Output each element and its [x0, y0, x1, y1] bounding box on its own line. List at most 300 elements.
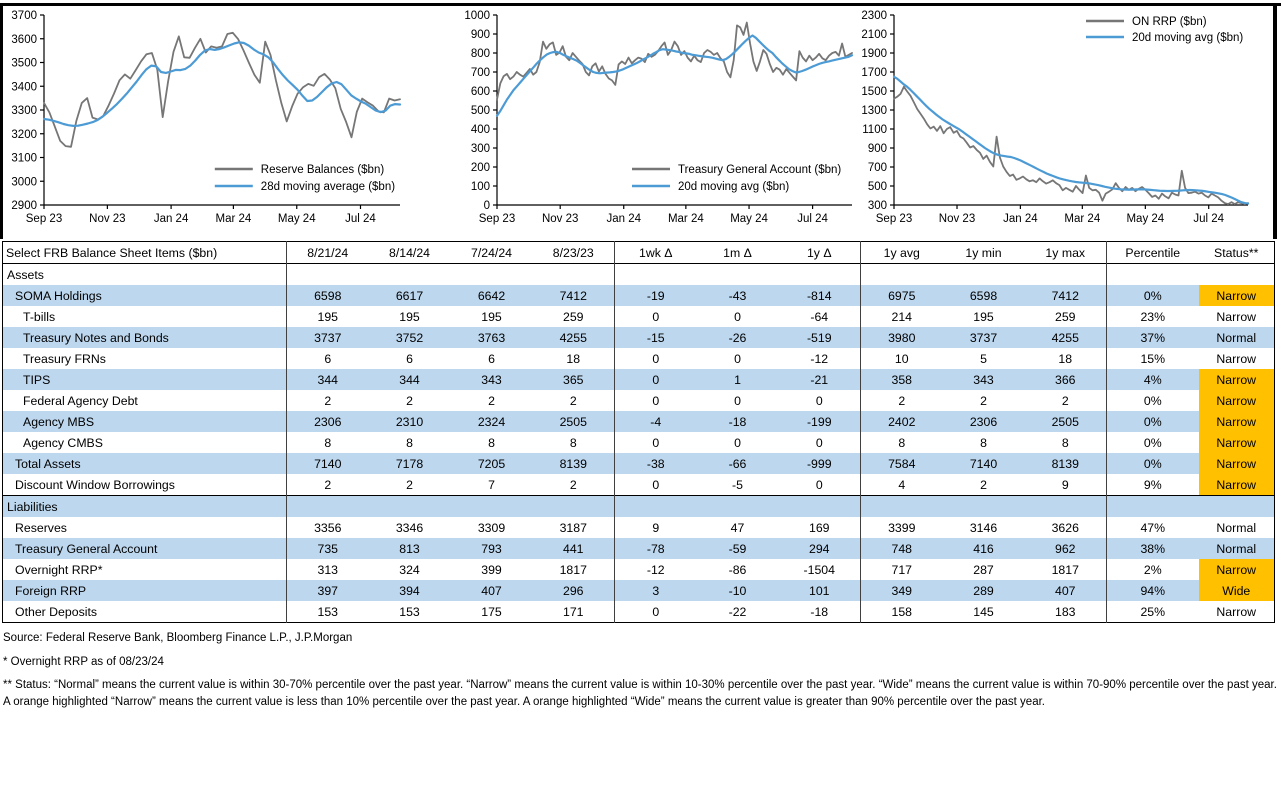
table-cell: -38	[646, 456, 665, 471]
legend-label: 20d moving avg ($bn)	[1132, 32, 1244, 44]
table-cell: 47%	[1140, 520, 1166, 535]
y-tick-label: 300	[470, 143, 490, 155]
table-cell: 7	[488, 477, 495, 492]
y-tick-label: 0	[483, 200, 490, 212]
table-cell: 0%	[1143, 393, 1162, 408]
table-cell: 2310	[395, 414, 424, 429]
table-cell: 1	[734, 372, 741, 387]
table-cell: 6617	[395, 288, 424, 303]
table-cell: 2	[324, 393, 332, 408]
table-cell: 101	[779, 580, 861, 601]
table-cell: 2	[533, 474, 615, 496]
column-header: 8/23/23	[533, 242, 615, 264]
table-cell: 0%	[1143, 288, 1162, 303]
x-tick-label: Sep 23	[875, 213, 913, 225]
table-cell: 0	[652, 393, 660, 408]
table-cell: -5	[732, 477, 743, 492]
y-tick-label: 2300	[861, 10, 887, 22]
table-cell: 171	[533, 601, 615, 623]
status-badge: Narrow	[1199, 559, 1275, 580]
table-cell	[943, 496, 1025, 518]
status-badge: Narrow	[1199, 453, 1275, 474]
table-cell: 287	[973, 562, 994, 577]
table-cell: 18	[533, 348, 615, 369]
status-badge: Narrow	[1199, 285, 1275, 306]
table-cell: 344	[317, 372, 339, 387]
table-cell: 195	[317, 309, 339, 324]
table-cell: 7205	[477, 456, 506, 471]
y-tick-label: 1000	[464, 10, 490, 22]
legend-label: Reserve Balances ($bn)	[260, 164, 385, 176]
table-cell: 3399	[888, 520, 916, 535]
table-cell: 0	[779, 474, 861, 496]
y-tick-label: 700	[867, 162, 887, 174]
footnote-overnight-rrp: * Overnight RRP as of 08/23/24	[3, 655, 164, 668]
chart-treasury-general-account	[430, 3, 858, 237]
y-tick-label: 3700	[11, 10, 37, 22]
table-cell: 4255	[1025, 327, 1107, 348]
table-cell: 8	[533, 432, 615, 453]
table-cell: 0	[652, 604, 660, 619]
table-cell: 1817	[533, 559, 615, 580]
table-cell: -519	[779, 327, 861, 348]
table-cell	[451, 496, 533, 518]
table-cell: 214	[891, 309, 913, 324]
table-cell: 0	[652, 435, 660, 450]
x-tick-label: Jan 24	[153, 213, 189, 225]
table-cell: -26	[728, 330, 747, 345]
table-cell: 259	[1025, 306, 1107, 327]
table-cell: 0	[734, 309, 741, 324]
table-cell: -22	[728, 604, 747, 619]
table-row	[3, 348, 1275, 369]
table-cell	[697, 264, 779, 286]
status-badge: Narrow	[1216, 604, 1257, 619]
table-row	[3, 496, 1275, 518]
column-header: 1y Δ	[779, 242, 861, 264]
table-cell: -64	[779, 306, 861, 327]
table-cell: 0	[779, 390, 861, 411]
table-cell: 9%	[1143, 477, 1162, 492]
table-cell: 7412	[533, 285, 615, 306]
table-cell: 324	[399, 562, 420, 577]
table-cell: 15%	[1140, 351, 1166, 366]
column-header: 8/21/24	[307, 245, 349, 260]
table-cell: 2324	[477, 414, 506, 429]
y-tick-label: 3600	[11, 33, 37, 46]
column-header: 7/24/24	[470, 245, 513, 260]
table-cell: 195	[973, 309, 994, 324]
y-tick-label: 3100	[11, 152, 37, 165]
table-cell: 158	[891, 604, 913, 619]
column-header: 1y max	[1025, 242, 1107, 264]
y-tick-label: 600	[470, 86, 490, 98]
table-cell: 175	[481, 604, 502, 619]
table-cell: 5	[980, 351, 987, 366]
x-tick-label: Jul 24	[345, 213, 376, 225]
table-cell: 3187	[533, 517, 615, 538]
table-cell: 4	[898, 477, 906, 492]
table-cell: 4%	[1143, 372, 1162, 387]
table-cell: 717	[891, 562, 913, 577]
column-header: 1y min	[965, 245, 1002, 260]
y-tick-label: 3300	[11, 105, 37, 117]
status-badge: Narrow	[1216, 309, 1257, 324]
table-row	[3, 432, 1275, 453]
table-cell: -78	[646, 541, 665, 556]
row-label: Treasury FRNs	[3, 348, 287, 369]
table-cell: 2505	[533, 411, 615, 432]
table-row	[3, 559, 1275, 580]
table-cell: 397	[317, 583, 339, 598]
x-tick-label: May 24	[730, 213, 768, 225]
chart-on-rrp	[858, 3, 1278, 237]
x-tick-label: Nov 23	[541, 213, 579, 225]
table-cell	[779, 264, 861, 286]
status-badge: Narrow	[1199, 474, 1275, 496]
table-row	[3, 580, 1275, 601]
table-cell	[1107, 264, 1199, 286]
y-tick-label: 3000	[11, 176, 37, 189]
table-cell: 47	[730, 520, 745, 535]
y-tick-label: 500	[867, 181, 887, 193]
table-cell: 6598	[314, 288, 342, 303]
table-cell: 2505	[1025, 411, 1107, 432]
status-badge: Narrow	[1199, 390, 1275, 411]
table-cell: 0	[652, 351, 660, 366]
y-tick-label: 100	[470, 181, 490, 193]
status-badge: Normal	[1216, 520, 1257, 535]
table-cell: 0	[734, 393, 741, 408]
table-cell	[1025, 496, 1107, 518]
table-cell: 313	[317, 562, 339, 577]
legend-label: 28d moving average ($bn)	[260, 181, 396, 193]
table-head	[3, 242, 1275, 264]
status-badge	[1199, 264, 1275, 286]
table-cell	[615, 496, 697, 518]
table-row	[3, 264, 1275, 286]
table-cell: 2	[488, 393, 495, 408]
row-label: SOMA Holdings	[3, 285, 287, 306]
table-row	[3, 453, 1275, 474]
y-tick-label: 3400	[11, 81, 37, 94]
y-tick-label: 2100	[861, 29, 887, 41]
row-label: Reserves	[3, 517, 287, 538]
legend-label: 20d moving avg ($bn)	[678, 181, 790, 193]
status-badge: Narrow	[1199, 411, 1275, 432]
table-cell: 0%	[1143, 456, 1162, 471]
table-cell	[287, 264, 369, 286]
table-cell: 0	[652, 372, 660, 387]
table-cell: 3752	[395, 330, 424, 345]
row-label: Agency CMBS	[3, 432, 287, 453]
table-cell: 8139	[533, 453, 615, 474]
table-cell: 6975	[888, 288, 916, 303]
table-cell: 7140	[969, 456, 998, 471]
table-cell: -1504	[779, 559, 861, 580]
row-label: Liabilities	[3, 496, 287, 518]
y-tick-label: 800	[470, 48, 490, 60]
table-cell: 3309	[477, 520, 506, 535]
table-cell	[1025, 264, 1107, 286]
status-badge	[1199, 496, 1275, 518]
y-tick-label: 2900	[11, 200, 37, 212]
table-title: Select FRB Balance Sheet Items ($bn)	[3, 242, 287, 264]
table-cell: 2306	[969, 414, 998, 429]
table-cell: 0%	[1143, 435, 1162, 450]
y-tick-label: 1700	[861, 67, 887, 79]
table-cell: 37%	[1140, 330, 1166, 345]
y-tick-label: 1300	[861, 105, 887, 117]
legend-label: Treasury General Account ($bn)	[678, 164, 842, 176]
table-cell: 2306	[314, 414, 342, 429]
table-cell: 407	[1025, 580, 1107, 601]
table-cell: 195	[399, 309, 420, 324]
series-line	[497, 23, 852, 100]
x-tick-label: Jan 24	[606, 213, 642, 225]
table-cell: 349	[891, 583, 913, 598]
table-cell: -999	[779, 453, 861, 474]
table-cell: -43	[728, 288, 747, 303]
row-label: Total Assets	[3, 453, 287, 474]
table-cell: -19	[646, 288, 665, 303]
table-cell: -15	[646, 330, 665, 345]
table-cell: -199	[779, 411, 861, 432]
series-line	[894, 77, 1248, 204]
column-header: 1m Δ	[723, 245, 752, 260]
footnote-source: Source: Federal Reserve Bank, Bloomberg Finance L.P., J.P.Morgan	[3, 632, 353, 644]
table-cell	[943, 264, 1025, 286]
table-cell	[533, 496, 615, 518]
status-badge: Narrow	[1216, 351, 1257, 366]
column-header: 1y avg	[883, 245, 920, 260]
table-cell: -12	[779, 348, 861, 369]
line-chart-canvas	[858, 3, 1278, 237]
x-tick-label: Jul 24	[797, 213, 828, 225]
y-tick-label: 3200	[11, 128, 37, 141]
table-cell: 3146	[969, 520, 998, 535]
series-line	[894, 87, 1248, 204]
table-cell: 3626	[1025, 517, 1107, 538]
table-cell: 416	[973, 541, 994, 556]
x-tick-label: Sep 23	[25, 213, 63, 225]
x-tick-label: Mar 24	[667, 213, 704, 225]
table-cell: 153	[317, 604, 339, 619]
table-cell: 3980	[888, 330, 916, 345]
table-cell: 2	[980, 393, 987, 408]
table-cell: 296	[533, 580, 615, 601]
table-cell: 366	[1025, 369, 1107, 390]
table-cell: 8	[324, 435, 332, 450]
table-row	[3, 538, 1275, 559]
table-cell: -86	[728, 562, 747, 577]
status-badge: Normal	[1216, 541, 1257, 556]
row-label: Assets	[3, 264, 287, 286]
row-label: TIPS	[3, 369, 287, 390]
row-label: Foreign RRP	[3, 580, 287, 601]
table-cell	[369, 496, 451, 518]
x-tick-label: Nov 23	[89, 213, 126, 225]
x-tick-label: Jul 24	[1193, 213, 1225, 225]
table-cell: 38%	[1140, 541, 1166, 556]
status-badge: Normal	[1216, 330, 1257, 345]
table-cell: 0%	[1143, 414, 1162, 429]
table-cell: 94%	[1140, 583, 1166, 598]
table-cell: 6	[406, 351, 413, 366]
table-cell	[451, 264, 533, 286]
table-row	[3, 411, 1275, 432]
table-cell: 2	[980, 477, 987, 492]
row-label: Treasury Notes and Bonds	[3, 327, 287, 348]
table-cell: 7140	[314, 456, 342, 471]
table-cell: 3356	[314, 520, 342, 535]
table-cell: 441	[533, 538, 615, 559]
table-cell: 259	[533, 306, 615, 327]
table-cell: 4255	[533, 327, 615, 348]
series-line	[44, 42, 400, 126]
row-label: T-bills	[3, 306, 287, 327]
table-cell	[697, 496, 779, 518]
y-tick-label: 300	[867, 200, 887, 212]
table-cell: 169	[779, 517, 861, 538]
table-cell: 8	[406, 435, 413, 450]
table-cell: 153	[399, 604, 420, 619]
table-cell: 2	[1025, 390, 1107, 411]
table-row	[3, 474, 1275, 496]
x-tick-label: May 24	[1126, 213, 1165, 225]
y-tick-label: 900	[867, 143, 887, 155]
footnotes	[3, 630, 1277, 711]
line-chart-canvas	[0, 3, 430, 237]
y-tick-label: 3500	[11, 57, 37, 70]
table-cell: 2402	[888, 414, 916, 429]
row-label: Other Deposits	[3, 601, 287, 623]
chart-reserve-balances	[0, 3, 430, 237]
table-cell: 183	[1025, 601, 1107, 623]
balance-sheet-table	[2, 241, 1275, 623]
table-cell: 793	[481, 541, 502, 556]
table-cell: -59	[728, 541, 747, 556]
table-cell: 394	[399, 583, 420, 598]
table-cell: 18	[1025, 348, 1107, 369]
table-cell: 8	[488, 435, 495, 450]
table-cell: 2	[898, 393, 906, 408]
table-cell: 407	[481, 583, 502, 598]
column-header: 8/14/24	[388, 245, 431, 260]
table-cell	[779, 496, 861, 518]
table-row	[3, 285, 1275, 306]
table-cell: 6598	[969, 288, 998, 303]
table-cell: 6	[488, 351, 495, 366]
x-tick-label: Nov 23	[938, 213, 976, 225]
table-cell: -12	[646, 562, 665, 577]
y-tick-label: 1100	[862, 124, 887, 136]
table-cell: 145	[973, 604, 994, 619]
table-cell: 7412	[1025, 285, 1107, 306]
table-cell: 2	[406, 393, 413, 408]
table-cell	[861, 264, 943, 286]
table-cell: -66	[728, 456, 747, 471]
table-cell: 399	[481, 562, 502, 577]
table-cell: -18	[779, 601, 861, 623]
table-cell: 6642	[477, 288, 506, 303]
table-cell: 0	[779, 432, 861, 453]
table-cell: 2	[406, 477, 413, 492]
table-cell: 0	[652, 477, 660, 492]
table-cell: 0	[652, 309, 660, 324]
x-tick-label: Jan 24	[1003, 213, 1038, 225]
x-tick-label: Mar 24	[1064, 213, 1101, 225]
table-cell: 343	[973, 372, 994, 387]
status-badge: Narrow	[1199, 432, 1275, 453]
table-cell	[615, 264, 697, 286]
table-row	[3, 517, 1275, 538]
table-cell: 365	[533, 369, 615, 390]
table-cell: -4	[650, 414, 662, 429]
row-label: Overnight RRP*	[3, 559, 287, 580]
y-tick-label: 900	[470, 29, 490, 41]
table-cell: 9	[652, 520, 660, 535]
table-cell: 10	[894, 351, 909, 366]
legend-label: ON RRP ($bn)	[1132, 16, 1207, 28]
table-body	[3, 264, 1275, 623]
x-tick-label: Mar 24	[215, 213, 252, 225]
table-cell: 2	[324, 477, 332, 492]
footnote-status-definition: ** Status: “Normal” means the current value is within 30-70% percentile over the past year. “Narrow” means the current value is within 10-30% percentile over the past year. “Wide” means the current value is within 70-90% percentile over the past year. A orange highlighted “Narrow” means the current value is less than 10% percentile over the past year. A orange highlighted “Wide” means the current value is greater than 90% percentile over the past year.	[3, 679, 1277, 709]
table-cell: 294	[779, 538, 861, 559]
table-cell	[861, 496, 943, 518]
table-row	[3, 601, 1275, 623]
table-cell: 3	[652, 583, 660, 598]
status-badge: Narrow	[1199, 369, 1275, 390]
y-tick-label: 500	[470, 105, 490, 117]
table-cell: 0	[734, 435, 741, 450]
row-label: Treasury General Account	[3, 538, 287, 559]
table-cell: 7584	[888, 456, 916, 471]
table-cell: 735	[317, 541, 339, 556]
table-cell: 344	[399, 372, 420, 387]
table-cell: 195	[481, 309, 502, 324]
y-tick-label: 1900	[861, 48, 887, 60]
row-label: Federal Agency Debt	[3, 390, 287, 411]
status-badge: Wide	[1199, 580, 1275, 601]
table-cell: 343	[481, 372, 502, 387]
charts-row	[0, 3, 1281, 237]
line-chart-canvas	[430, 3, 858, 237]
table-cell: 813	[399, 541, 420, 556]
column-header: Status**	[1214, 245, 1259, 260]
table-cell: 962	[1025, 538, 1107, 559]
table-cell	[369, 264, 451, 286]
table-cell: 8	[1025, 432, 1107, 453]
table-cell	[1107, 496, 1199, 518]
table-cell: -18	[728, 414, 747, 429]
row-label: Agency MBS	[3, 411, 287, 432]
table-cell: 8	[980, 435, 987, 450]
table-cell: 358	[891, 372, 913, 387]
table-cell: 7178	[395, 456, 424, 471]
x-tick-label: Sep 23	[478, 213, 516, 225]
table-cell: 0	[734, 351, 741, 366]
table-cell: 748	[891, 541, 913, 556]
y-tick-label: 200	[470, 162, 490, 174]
table-cell: -21	[779, 369, 861, 390]
table-row	[3, 369, 1275, 390]
table-cell: 289	[973, 583, 994, 598]
table-row	[3, 327, 1275, 348]
column-header: 1wk Δ	[639, 245, 673, 260]
y-tick-label: 700	[470, 67, 490, 79]
